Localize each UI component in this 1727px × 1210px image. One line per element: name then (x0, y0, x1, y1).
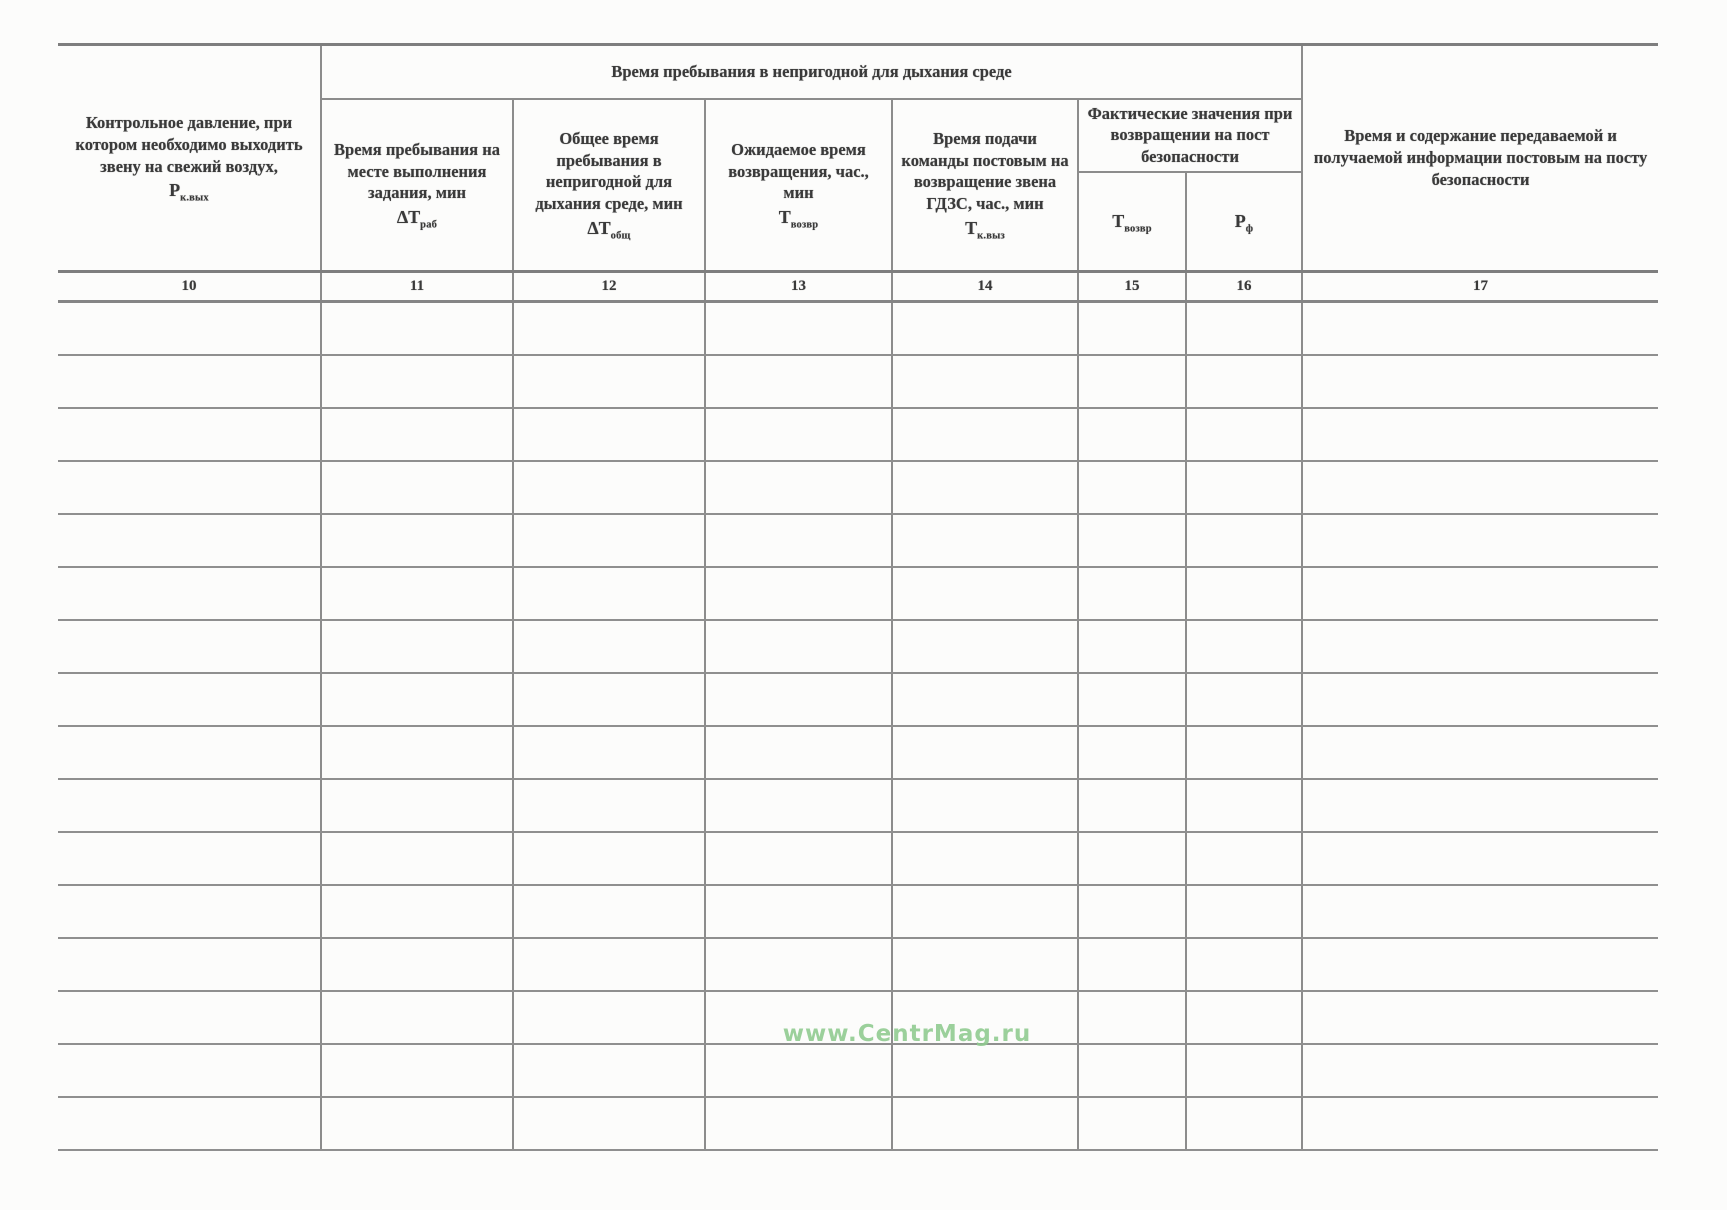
empty-cell (513, 726, 705, 779)
empty-cell (705, 302, 892, 355)
empty-cell (1186, 991, 1302, 1044)
empty-cell (321, 514, 513, 567)
empty-cell (705, 620, 892, 673)
empty-cell (705, 885, 892, 938)
empty-cell (58, 514, 321, 567)
column-number-13: 13 (705, 272, 892, 302)
empty-cell (58, 461, 321, 514)
empty-cell (513, 938, 705, 991)
table-row (58, 938, 1658, 991)
group-header-breathing-env: Время пребывания в непригодной для дыхания среде (321, 45, 1302, 99)
empty-cell (58, 991, 321, 1044)
empty-cell (321, 461, 513, 514)
column-symbol-15: $Т_{возвр}$ (1112, 210, 1152, 235)
empty-cell (513, 514, 705, 567)
empty-cell (1078, 408, 1186, 461)
column-header-10 (58, 45, 321, 272)
empty-cell (705, 461, 892, 514)
table-row (58, 408, 1658, 461)
empty-cell (58, 1097, 321, 1150)
column-header-16 (1186, 172, 1302, 272)
empty-cell (892, 779, 1078, 832)
gdzs-log-table (58, 43, 1658, 1151)
empty-cell (1078, 779, 1186, 832)
empty-cell (1186, 620, 1302, 673)
column-title-14: Время подачи команды постовым на возвращение звена ГДЗС, час., мин (901, 128, 1069, 214)
empty-cell (1078, 1044, 1186, 1097)
empty-cell (1186, 938, 1302, 991)
column-title-17: Время и содержание передаваемой и получаемой информации постовым на посту безопасности (1313, 126, 1648, 189)
table-row (58, 567, 1658, 620)
column-symbol-16: $Р_ф$ (1234, 210, 1254, 235)
empty-cell (1186, 514, 1302, 567)
column-number-17: 17 (1302, 272, 1658, 302)
empty-cell (321, 567, 513, 620)
column-symbol-13: $Т_{возвр}$ (778, 207, 819, 231)
table-row (58, 1044, 1658, 1097)
empty-cell (321, 779, 513, 832)
empty-cell (892, 1044, 1078, 1097)
column-header-17 (1302, 45, 1658, 272)
empty-cell (1186, 355, 1302, 408)
empty-cell (1302, 567, 1658, 620)
empty-cell (705, 1097, 892, 1150)
empty-cell (705, 726, 892, 779)
empty-cell (1078, 885, 1186, 938)
table-row (58, 620, 1658, 673)
empty-cell (321, 885, 513, 938)
empty-cell (1302, 302, 1658, 355)
empty-cell (1302, 726, 1658, 779)
column-header-13 (705, 99, 892, 272)
table-row (58, 779, 1658, 832)
column-header-12 (513, 99, 705, 272)
table-row (58, 1097, 1658, 1150)
empty-cell (1302, 408, 1658, 461)
empty-cell (1302, 514, 1658, 567)
empty-cell (513, 1044, 705, 1097)
empty-cell (321, 620, 513, 673)
empty-cell (513, 355, 705, 408)
column-number-12: 12 (513, 272, 705, 302)
empty-cell (1078, 938, 1186, 991)
empty-cell (1302, 461, 1658, 514)
empty-cell (892, 832, 1078, 885)
empty-cell (892, 938, 1078, 991)
empty-cell (58, 885, 321, 938)
empty-cell (58, 302, 321, 355)
table-row (58, 302, 1658, 355)
empty-cell (1302, 1097, 1658, 1150)
table-row (58, 355, 1658, 408)
column-symbol-12: $\Delta Т_{общ}$ (587, 217, 631, 242)
empty-cell (1078, 726, 1186, 779)
empty-cell (1302, 355, 1658, 408)
empty-cell (1186, 673, 1302, 726)
empty-cell (1302, 1044, 1658, 1097)
table-row (58, 726, 1658, 779)
column-number-11: 11 (321, 272, 513, 302)
column-header-14 (892, 99, 1078, 272)
empty-cell (705, 938, 892, 991)
empty-cell (1078, 567, 1186, 620)
empty-cell (1302, 779, 1658, 832)
empty-cell (1078, 461, 1186, 514)
empty-cell (705, 779, 892, 832)
empty-cell (1078, 1097, 1186, 1150)
table-row (58, 514, 1658, 567)
empty-cell (892, 408, 1078, 461)
empty-cell (513, 567, 705, 620)
empty-cell (513, 620, 705, 673)
empty-cell (513, 991, 705, 1044)
column-symbol-14: $Т_{к.выз}$ (965, 217, 1005, 242)
empty-cell (1078, 355, 1186, 408)
empty-cell (1078, 832, 1186, 885)
column-numbers-row (58, 272, 1658, 302)
empty-cell (513, 1097, 705, 1150)
empty-cell (513, 832, 705, 885)
column-number-15: 15 (1078, 272, 1186, 302)
empty-cell (58, 726, 321, 779)
column-symbol-10: $Р_{к.вых}$ (169, 180, 209, 204)
empty-cell (321, 1097, 513, 1150)
empty-cell (1186, 461, 1302, 514)
empty-cell (321, 408, 513, 461)
empty-cell (892, 302, 1078, 355)
column-number-16: 16 (1186, 272, 1302, 302)
empty-cell (1078, 673, 1186, 726)
empty-cell (58, 832, 321, 885)
column-header-15 (1078, 172, 1186, 272)
empty-cell (513, 461, 705, 514)
empty-cell (58, 1044, 321, 1097)
empty-cell (321, 832, 513, 885)
empty-cell (321, 302, 513, 355)
empty-cell (705, 832, 892, 885)
empty-cell (705, 567, 892, 620)
empty-cell (892, 355, 1078, 408)
empty-cell (705, 673, 892, 726)
column-title-13: Ожидаемое время возвращения, час., мин (728, 139, 869, 203)
empty-cell (1302, 938, 1658, 991)
empty-cell (58, 408, 321, 461)
empty-cell (321, 991, 513, 1044)
group-header-actual-values: Фактические значения при возвращении на пост безопасности (1078, 99, 1302, 172)
empty-cell (1078, 302, 1186, 355)
empty-cell (1186, 567, 1302, 620)
empty-cell (892, 673, 1078, 726)
empty-cell (1186, 1097, 1302, 1150)
empty-cell (1186, 1044, 1302, 1097)
column-number-14: 14 (892, 272, 1078, 302)
empty-cell (705, 514, 892, 567)
column-title-11: Время пребывания на месте выполнения задания, мин (334, 139, 500, 203)
empty-cell (513, 302, 705, 355)
empty-cell (705, 408, 892, 461)
empty-cell (513, 408, 705, 461)
empty-cell (1302, 991, 1658, 1044)
empty-cell (1186, 302, 1302, 355)
table-row (58, 832, 1658, 885)
column-symbol-11: $\Delta Т_{раб}$ (396, 207, 438, 231)
empty-cell (705, 1044, 892, 1097)
empty-cell (1186, 885, 1302, 938)
table-row (58, 673, 1658, 726)
empty-cell (1302, 620, 1658, 673)
empty-cell (321, 673, 513, 726)
empty-cell (892, 567, 1078, 620)
empty-cell (892, 726, 1078, 779)
empty-cell (1186, 832, 1302, 885)
header-row-1 (58, 45, 1658, 99)
empty-cell (513, 673, 705, 726)
empty-cell (892, 1097, 1078, 1150)
column-number-10: 10 (58, 272, 321, 302)
empty-cell (58, 779, 321, 832)
empty-cell (1078, 991, 1186, 1044)
empty-cell (1186, 779, 1302, 832)
empty-cell (1302, 885, 1658, 938)
empty-cell (321, 726, 513, 779)
empty-cell (321, 1044, 513, 1097)
empty-cell (58, 938, 321, 991)
column-title-10: Контрольное давление, при котором необходимо выходить звену на свежий воздух, (75, 113, 303, 176)
empty-cell (1302, 832, 1658, 885)
table-row (58, 885, 1658, 938)
empty-cell (321, 355, 513, 408)
table-row (58, 461, 1658, 514)
empty-cell (513, 779, 705, 832)
empty-cell (892, 885, 1078, 938)
empty-cell (1186, 408, 1302, 461)
empty-cell (1302, 673, 1658, 726)
empty-cell (892, 461, 1078, 514)
empty-cell (58, 620, 321, 673)
empty-cell (58, 673, 321, 726)
empty-cell (513, 885, 705, 938)
empty-cell (1078, 514, 1186, 567)
column-title-12: Общее время пребывания в непригодной для дыхания среде, мин (535, 128, 683, 214)
watermark: www.CentrMag.ru (782, 1021, 1032, 1047)
empty-cell (1186, 726, 1302, 779)
empty-cell (321, 938, 513, 991)
column-header-11 (321, 99, 513, 272)
empty-cell (892, 514, 1078, 567)
empty-cell (1078, 620, 1186, 673)
empty-cell (705, 355, 892, 408)
empty-cell (58, 567, 321, 620)
empty-cell (58, 355, 321, 408)
empty-cell (892, 620, 1078, 673)
